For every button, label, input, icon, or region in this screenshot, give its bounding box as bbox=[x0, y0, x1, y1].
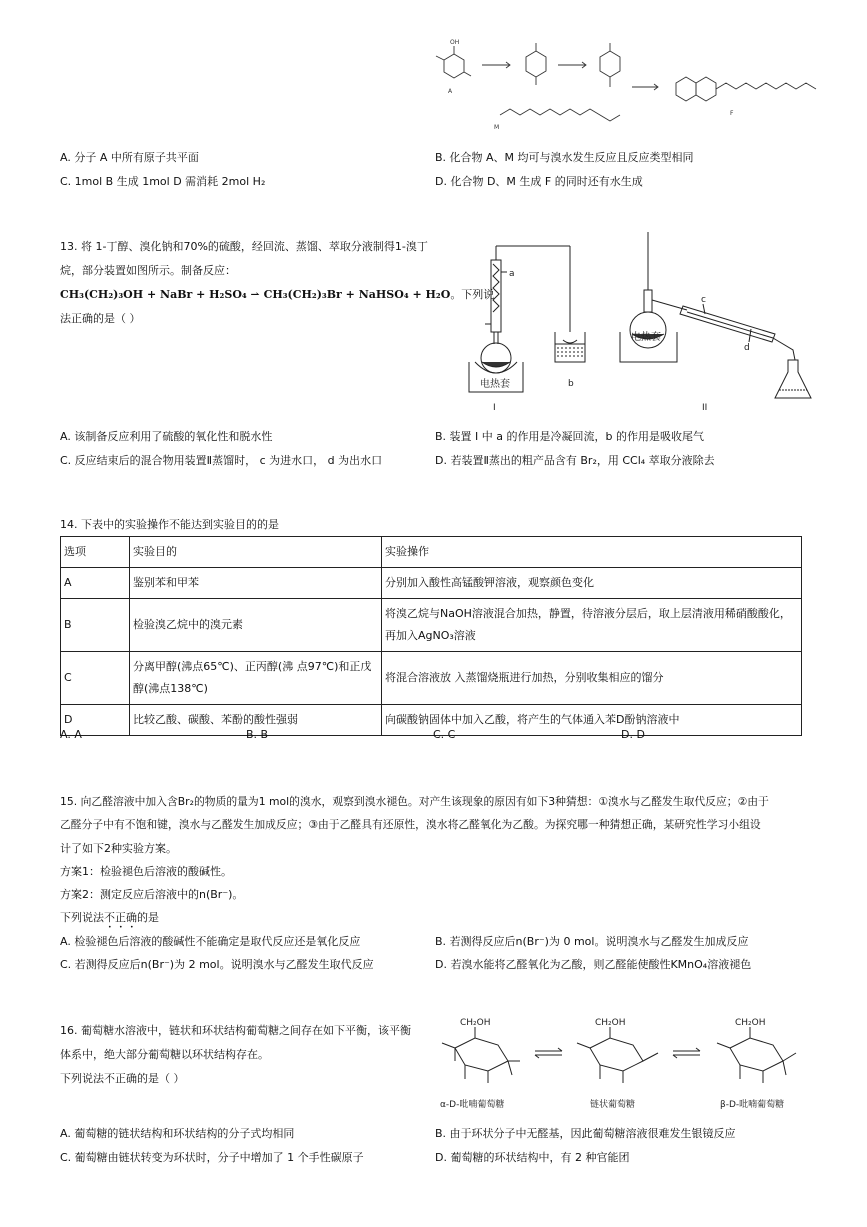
q16-ch2oh-3: CH₂OH bbox=[735, 1018, 766, 1028]
q13-stem-line1: 13. 将 1-丁醇、溴化钠和70%的硫酸，经回流、蒸馏、萃取分液制得1-溴丁 bbox=[60, 240, 428, 253]
q12-oh-label: OH bbox=[450, 39, 460, 46]
q14-option-a: A. A bbox=[60, 728, 82, 741]
q13-label-a: a bbox=[509, 269, 515, 279]
q16-ch2oh-2: CH₂OH bbox=[595, 1018, 626, 1028]
table-header-cell: 选项 bbox=[61, 537, 130, 568]
table-cell: 比较乙酸、碳酸、苯酚的酸性强弱 bbox=[130, 705, 382, 736]
q16-option-c: C. 葡萄糖由链状转变为环状时，分子中增加了 1 个手性碳原子 bbox=[60, 1151, 364, 1164]
table-cell: D bbox=[61, 705, 130, 736]
q13-equation-line bbox=[60, 286, 494, 302]
table-header-cell: 实验目的 bbox=[130, 537, 382, 568]
table-header-cell: 实验操作 bbox=[382, 537, 802, 568]
q15-option-d: D. 若溴水能将乙醛氧化为乙酸，则乙醛能使酸性KMnO₄溶液褪色 bbox=[435, 958, 752, 971]
q15-option-a: A. 检验褪色后溶液的酸碱性不能确定是取代反应还是氧化反应 bbox=[60, 935, 361, 948]
q12-label-f: F bbox=[730, 110, 734, 117]
q13-stem-line3: 法正确的是（ ） bbox=[60, 312, 141, 325]
q13-heater1-label: 电热套 bbox=[480, 379, 510, 390]
q15-plan1: 方案1：检验褪色后溶液的酸碱性。 bbox=[60, 865, 232, 878]
q16-stem-line3: 下列说法不正确的是（ ） bbox=[60, 1072, 185, 1085]
q13-equation: CH₃(CH₂)₃OH + NaBr + H₂SO₄ ⇀ CH₃(CH₂)₃Br + NaHSO₄ + H₂O bbox=[60, 288, 451, 301]
q13-apparatus-figure bbox=[455, 232, 815, 414]
q15-stem-line3: 计了如下2种实验方案。 bbox=[60, 842, 177, 855]
table-cell: 分别加入酸性高锰酸钾溶液，观察颜色变化 bbox=[382, 568, 802, 599]
table-cell: 将混合溶液放 入蒸馏烧瓶进行加热，分别收集相应的馏分 bbox=[382, 652, 802, 705]
q13-heater2-label: 电热套 bbox=[631, 332, 661, 343]
table-row bbox=[61, 705, 802, 736]
q16-stem-line1: 16. 葡萄糖水溶液中，链状和环状结构葡萄糖之间存在如下平衡，该平衡 bbox=[60, 1024, 411, 1037]
q13-fig2-label: II bbox=[702, 403, 708, 413]
q15-option-c: C. 若测得反应后n(Br⁻)为 2 mol。说明溴水与乙醛发生取代反应 bbox=[60, 958, 374, 971]
q12-option-b: B. 化合物 A、M 均可与溴水发生反应且反应类型相同 bbox=[435, 151, 694, 164]
q13-equation-tail: 。下列说 bbox=[450, 288, 495, 301]
q13-option-b: B. 装置 I 中 a 的作用是冷凝回流，b 的作用是吸收尾气 bbox=[435, 430, 704, 443]
q14-option-c: C. C bbox=[433, 728, 456, 741]
q13-option-a: A. 该制备反应利用了硫酸的氧化性和脱水性 bbox=[60, 430, 273, 443]
q16-option-a: A. 葡萄糖的链状结构和环状结构的分子式均相同 bbox=[60, 1127, 295, 1140]
table-row bbox=[61, 568, 802, 599]
q12-option-c: C. 1mol B 生成 1mol D 需消耗 2mol H₂ bbox=[60, 175, 266, 188]
table-header-row bbox=[61, 537, 802, 568]
table-cell: 检验溴乙烷中的溴元素 bbox=[130, 599, 382, 652]
q12-option-d: D. 化合物 D、M 生成 F 的同时还有水生成 bbox=[435, 175, 643, 188]
table-cell: 鉴别苯和甲苯 bbox=[130, 568, 382, 599]
q15-question-prefix: 下列说法 bbox=[60, 911, 104, 924]
table-row bbox=[61, 599, 802, 652]
q14-option-d: D. D bbox=[621, 728, 645, 741]
q15-stem-line2: 乙醛分子中有不饱和键，溴水与乙醛发生加成反应；③由于乙醛具有还原性，溴水将乙醛氧化为乙酸。为探究哪一种猜想正确，某研究性学习小组设 bbox=[60, 818, 761, 831]
q15-question-suffix: 的是 bbox=[137, 911, 159, 924]
q15-option-b: B. 若测得反应后n(Br⁻)为 0 mol。说明溴水与乙醛发生加成反应 bbox=[435, 935, 749, 948]
q12-label-m: M bbox=[494, 124, 500, 131]
q16-option-d: D. 葡萄糖的环状结构中，有 2 种官能团 bbox=[435, 1151, 630, 1164]
q16-option-b: B. 由于环状分子中无醛基，因此葡萄糖溶液很难发生银镜反应 bbox=[435, 1127, 736, 1140]
q13-option-c: C. 反应结束后的混合物用装置Ⅱ蒸馏时， c 为进水口， d 为出水口 bbox=[60, 454, 383, 467]
table-cell: C bbox=[61, 652, 130, 705]
q12-option-a: A. 分子 A 中所有原子共平面 bbox=[60, 151, 199, 164]
q14-option-b: B. B bbox=[246, 728, 269, 741]
q13-label-b: b bbox=[568, 379, 574, 389]
q15-plan2: 方案2：测定反应后溶液中的n(Br⁻)。 bbox=[60, 888, 244, 901]
q16-ch2oh-1: CH₂OH bbox=[460, 1018, 491, 1028]
q16-label-alpha: α-D-吡喃葡萄糖 bbox=[440, 1100, 505, 1110]
q13-fig1-label: I bbox=[493, 403, 496, 413]
q12-label-a: A bbox=[448, 88, 453, 95]
q15-question-emphasis: 不正确 bbox=[104, 911, 137, 924]
table-cell: 将溴乙烷与NaOH溶液混合加热，静置，待溶液分层后，取上层清液用稀硝酸酸化，再加入AgNO₃溶液 bbox=[382, 599, 802, 652]
q14-stem: 14. 下表中的实验操作不能达到实验目的的是 bbox=[60, 518, 279, 531]
q16-stem-line2: 体系中，绝大部分葡萄糖以环状结构存在。 bbox=[60, 1048, 269, 1061]
q14-table bbox=[60, 536, 802, 736]
q16-label-beta: β-D-吡喃葡萄糖 bbox=[720, 1100, 785, 1110]
q15-stem-line1: 15. 向乙醛溶液中加入含Br₂的物质的量为1 mol的溴水，观察到溴水褪色。对产生该现象的原因有如下3种猜想：①溴水与乙醛发生取代反应；②由于 bbox=[60, 795, 769, 808]
q15-question bbox=[60, 909, 159, 931]
q13-label-d: d bbox=[744, 343, 750, 353]
q12-reaction-scheme bbox=[430, 35, 820, 135]
table-cell: B bbox=[61, 599, 130, 652]
q16-label-chain: 链状葡萄糖 bbox=[590, 1100, 636, 1110]
table-cell: 向碳酸钠固体中加入乙酸，将产生的气体通入苯D酚钠溶液中 bbox=[382, 705, 802, 736]
q13-stem-line2: 烷，部分装置如图所示。制备反应： bbox=[60, 264, 236, 277]
q13-label-c: c bbox=[701, 295, 706, 305]
q16-glucose-equilibrium-figure bbox=[430, 1013, 815, 1113]
table-cell: 分离甲醇(沸点65℃)、正丙醇(沸 点97℃)和正戊醇(沸点138℃) bbox=[130, 652, 382, 705]
q13-option-d: D. 若装置Ⅱ蒸出的粗产品含有 Br₂，用 CCl₄ 萃取分液除去 bbox=[435, 454, 715, 467]
table-cell: A bbox=[61, 568, 130, 599]
table-row bbox=[61, 652, 802, 705]
